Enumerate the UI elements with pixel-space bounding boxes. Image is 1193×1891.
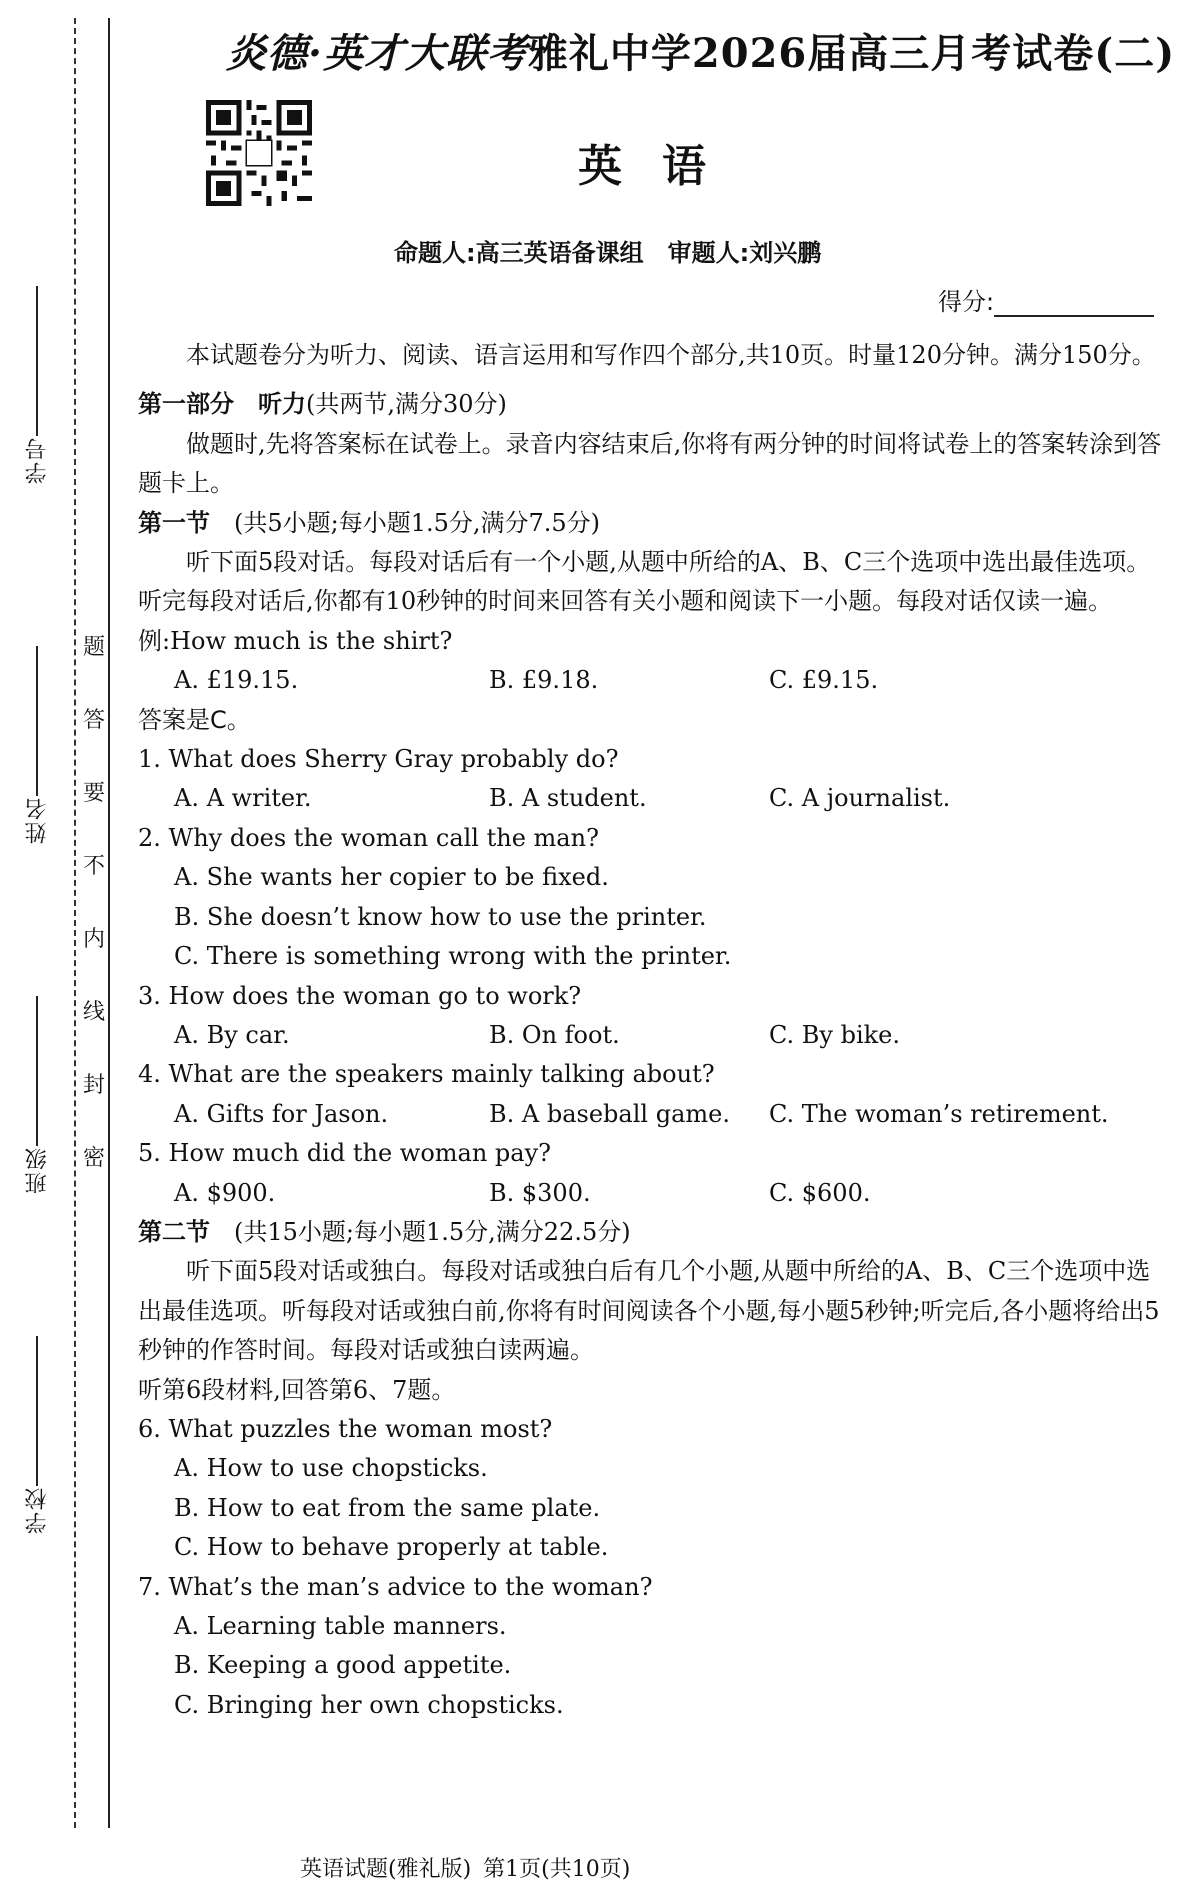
student-id-underline[interactable]: [36, 286, 38, 436]
question-2: 2. Why does the woman call the man?: [138, 823, 599, 852]
seal-char: 答: [82, 708, 105, 733]
question-4: 4. What are the speakers mainly talking about?: [138, 1060, 715, 1089]
option: C. $600.: [769, 1178, 871, 1207]
seal-char: 密: [82, 1146, 105, 1171]
section2-heading: [138, 1213, 1168, 1252]
question-3-options: [138, 1016, 1168, 1055]
intro-text: 本试题卷分为听力、阅读、语言运用和写作四个部分,共10页。时量120分钟。满分150分。: [186, 341, 1156, 369]
question-6: 6. What puzzles the woman most?: [138, 1414, 553, 1443]
school-field[interactable]: [22, 1330, 52, 1534]
name-underline[interactable]: [36, 646, 38, 796]
section2-note: (共15小题;每小题1.5分,满分22.5分): [234, 1217, 631, 1246]
seal-line-notice: [82, 630, 106, 1172]
option: B. Keeping a good appetite.: [174, 1651, 512, 1680]
seal-char: 要: [82, 781, 105, 806]
score-field[interactable]: [938, 282, 1154, 317]
material-6-label: 听第6段材料,回答第6、7题。: [138, 1375, 456, 1404]
option: B. How to eat from the same plate.: [174, 1493, 601, 1522]
option: B. $300.: [489, 1178, 591, 1207]
option: C. How to behave properly at table.: [174, 1533, 609, 1562]
seal-char: 题: [82, 635, 105, 660]
option: B. £9.18.: [489, 666, 599, 695]
seal-char: 内: [82, 927, 105, 952]
name-field[interactable]: [22, 640, 52, 844]
section2-title: 第二节: [138, 1217, 210, 1246]
class-label: 班级: [24, 1146, 50, 1194]
exam-authors: 命题人:高三英语备课组 审题人:刘兴鹏: [394, 239, 822, 267]
option: A. How to use chopsticks.: [174, 1454, 488, 1483]
option: A. £19.15.: [174, 666, 299, 695]
option: B. She doesn’t know how to use the printer.: [174, 902, 707, 931]
question-1: 1. What does Sherry Gray probably do?: [138, 745, 619, 774]
question-3: 3. How does the woman go to work?: [138, 981, 582, 1010]
school-underline[interactable]: [36, 1336, 38, 1486]
school-label: 学校: [24, 1486, 50, 1534]
name-label: 姓名: [24, 796, 50, 844]
section1-title: 第一节: [138, 508, 210, 537]
part1-heading: [138, 385, 1168, 424]
question-5: 5. How much did the woman pay?: [138, 1139, 552, 1168]
option: C. There is something wrong with the printer.: [174, 942, 732, 971]
section1-note: (共5小题;每小题1.5分,满分7.5分): [234, 508, 601, 537]
option: C. A journalist.: [769, 784, 951, 813]
exam-content: [138, 336, 1168, 1725]
option: B. On foot.: [489, 1020, 620, 1049]
option: C. By bike.: [769, 1020, 901, 1049]
footer-label: 英语试题(雅礼版): [300, 1857, 472, 1882]
student-id-field[interactable]: [22, 280, 52, 484]
student-id-label: 学号: [24, 436, 50, 484]
section2-instruction: 听下面5段对话或独白。每段对话或独白后有几个小题,从题中所给的A、B、C三个选项中选出最佳选项。听每段对话或独白前,你将有时间阅读各个小题,每小题5秒钟;听完后,各小题将给出5秒钟的作答时间。每段对话或独白读两遍。: [138, 1257, 1160, 1365]
exam-title-text: 雅礼中学2026届高三月考试卷(二): [527, 30, 1176, 77]
option: C. The woman’s retirement.: [769, 1099, 1109, 1128]
question-5-options: [138, 1174, 1168, 1213]
example-question: 例:How much is the shirt?: [138, 626, 453, 655]
option: A. By car.: [174, 1020, 290, 1049]
seal-char: 不: [82, 854, 105, 879]
part1-note: (共两节,满分30分): [306, 390, 507, 419]
margin-solid-line: [108, 18, 110, 1828]
class-field[interactable]: [22, 990, 52, 1194]
part1-title: 第一部分 听力: [138, 390, 306, 419]
cut-dashed-line: [74, 18, 76, 1828]
exam-brand: 炎德·英才大联考: [226, 30, 528, 77]
page-footer: [300, 1852, 642, 1883]
section1-heading: [138, 504, 1168, 543]
option: A. She wants her copier to be fixed.: [174, 863, 609, 892]
option: B. A baseball game.: [489, 1099, 730, 1128]
seal-char: 封: [82, 1073, 105, 1098]
example-options: [138, 661, 1168, 700]
seal-char: 线: [82, 1000, 105, 1025]
option: C. Bringing her own chopsticks.: [174, 1690, 564, 1719]
option: B. A student.: [489, 784, 647, 813]
binding-margin: [0, 0, 110, 1891]
option: A. A writer.: [174, 784, 312, 813]
score-label: 得分:: [938, 288, 995, 316]
option: C. £9.15.: [769, 666, 879, 695]
class-underline[interactable]: [36, 996, 38, 1146]
section1-instruction: 听下面5段对话。每段对话后有一个小题,从题中所给的A、B、C三个选项中选出最佳选项。听完每段对话后,你都有10秒钟的时间来回答有关小题和阅读下一小题。每段对话仅读一遍。: [138, 548, 1151, 616]
example-answer: 答案是C。: [138, 705, 251, 734]
footer-page-number: 第1页(共10页): [483, 1857, 631, 1882]
question-7: 7. What’s the man’s advice to the woman?: [138, 1572, 653, 1601]
option: A. Gifts for Jason.: [174, 1099, 389, 1128]
option: A. Learning table manners.: [174, 1612, 507, 1640]
score-blank[interactable]: [994, 291, 1154, 317]
exam-title: [226, 22, 1175, 79]
question-4-options: [138, 1095, 1168, 1134]
option: A. $900.: [174, 1178, 276, 1207]
question-1-options: [138, 779, 1168, 818]
qr-code-icon: [206, 100, 312, 206]
subject-title: 英语: [578, 141, 746, 192]
part1-instruction: 做题时,先将答案标在试卷上。录音内容结束后,你将有两分钟的时间将试卷上的答案转涂到答题卡上。: [138, 429, 1162, 498]
